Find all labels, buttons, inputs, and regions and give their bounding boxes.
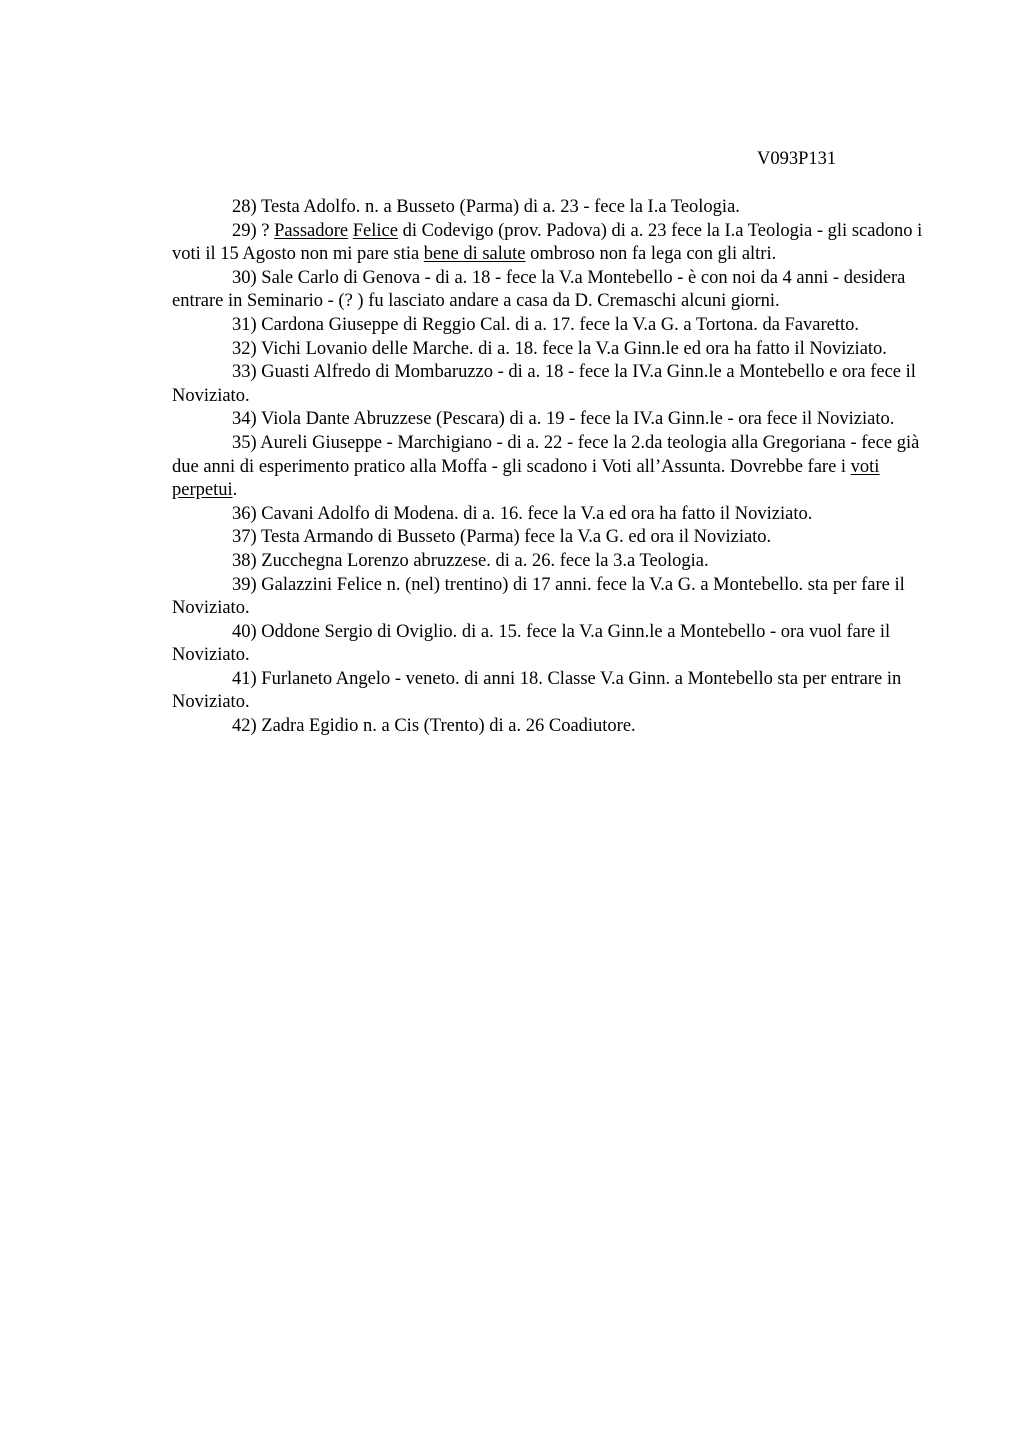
entry-30: 30) Sale Carlo di Genova - di a. 18 - fece la V.a Montebello - è con noi da 4 anni - desidera entrare in Seminario - (? ) fu lasciato andare a casa da D. Cremaschi alcuni giorni. [172,267,906,312]
entry-39: 39) Galazzini Felice n. (nel) trentino) di 17 anni. fece la V.a G. a Montebello. sta per fare il Noviziato. [172,574,905,619]
entry-29-surname: Passadore [274,220,349,241]
entry-42: 42) Zadra Egidio n. a Cis (Trento) di a. 26 Coadiutore. [232,716,636,737]
entry-40: 40) Oddone Sergio di Oviglio. di a. 15. fece la V.a Ginn.le a Montebello - ora vuol fare il Noviziato. [172,621,891,666]
entry-29-health-note: bene di salute [423,244,526,265]
entry-35-vows: voti perpetui [172,456,880,501]
entry-29-number: 29) ? [232,220,275,241]
entry-29-details: di Codevigo (prov. Padova) di a. 23 fece la I.a Teologia - gli scadono i voti il 15 Agosto non mi pare stia [172,220,923,265]
entry-33: 33) Guasti Alfredo di Mombaruzzo - di a. 18 - fece la IV.a Ginn.le a Montebello e ora fece il Noviziato. [172,362,916,406]
entry-36: 36) Cavani Adolfo di Modena. di a. 16. fece la V.a ed ora ha fatto il Noviziato. [232,503,813,524]
entry-35 [172,432,932,503]
entry-29-remark: ombroso non fa lega con gli altri. [525,244,777,265]
entry-35-details: 35) Aureli Giuseppe - Marchigiano - di a. 22 - fece la 2.da teologia alla Gregoriana - fece già due anni di esperimento pratico alla Moffa - gli scadono i Voti all’Assunta. Dovrebbe fare i [172,432,920,477]
entry-list [172,196,932,739]
entry-31: 31) Cardona Giuseppe di Reggio Cal. di a. 17. fece la V.a G. a Tortona. da Favaretto. [232,314,860,335]
entry-29-firstname: Felice [352,220,398,241]
entry-37: 37) Testa Armando di Busseto (Parma) fece la V.a G. ed ora il Noviziato. [232,527,772,548]
entry-34: 34) Viola Dante Abruzzese (Pescara) di a. 19 - fece la IV.a Ginn.le - ora fece il Noviziato. [232,409,895,430]
entry-41: 41) Furlaneto Angelo - veneto. di anni 18. Classe V.a Ginn. a Montebello sta per entrare in Noviziato. [172,668,902,713]
entry-29 [172,220,932,267]
page-id: V093P131 [757,149,837,169]
entry-38: 38) Zucchegna Lorenzo abruzzese. di a. 26. fece la 3.a Teologia. [232,550,709,571]
entry-28: 28) Testa Adolfo. n. a Busseto (Parma) di a. 23 - fece la I.a Teologia. [232,197,740,217]
entry-35-end: . [232,480,238,501]
entry-32: 32) Vichi Lovanio delle Marche. di a. 18. fece la V.a Ginn.le ed ora ha fatto il Noviziato. [232,338,887,359]
